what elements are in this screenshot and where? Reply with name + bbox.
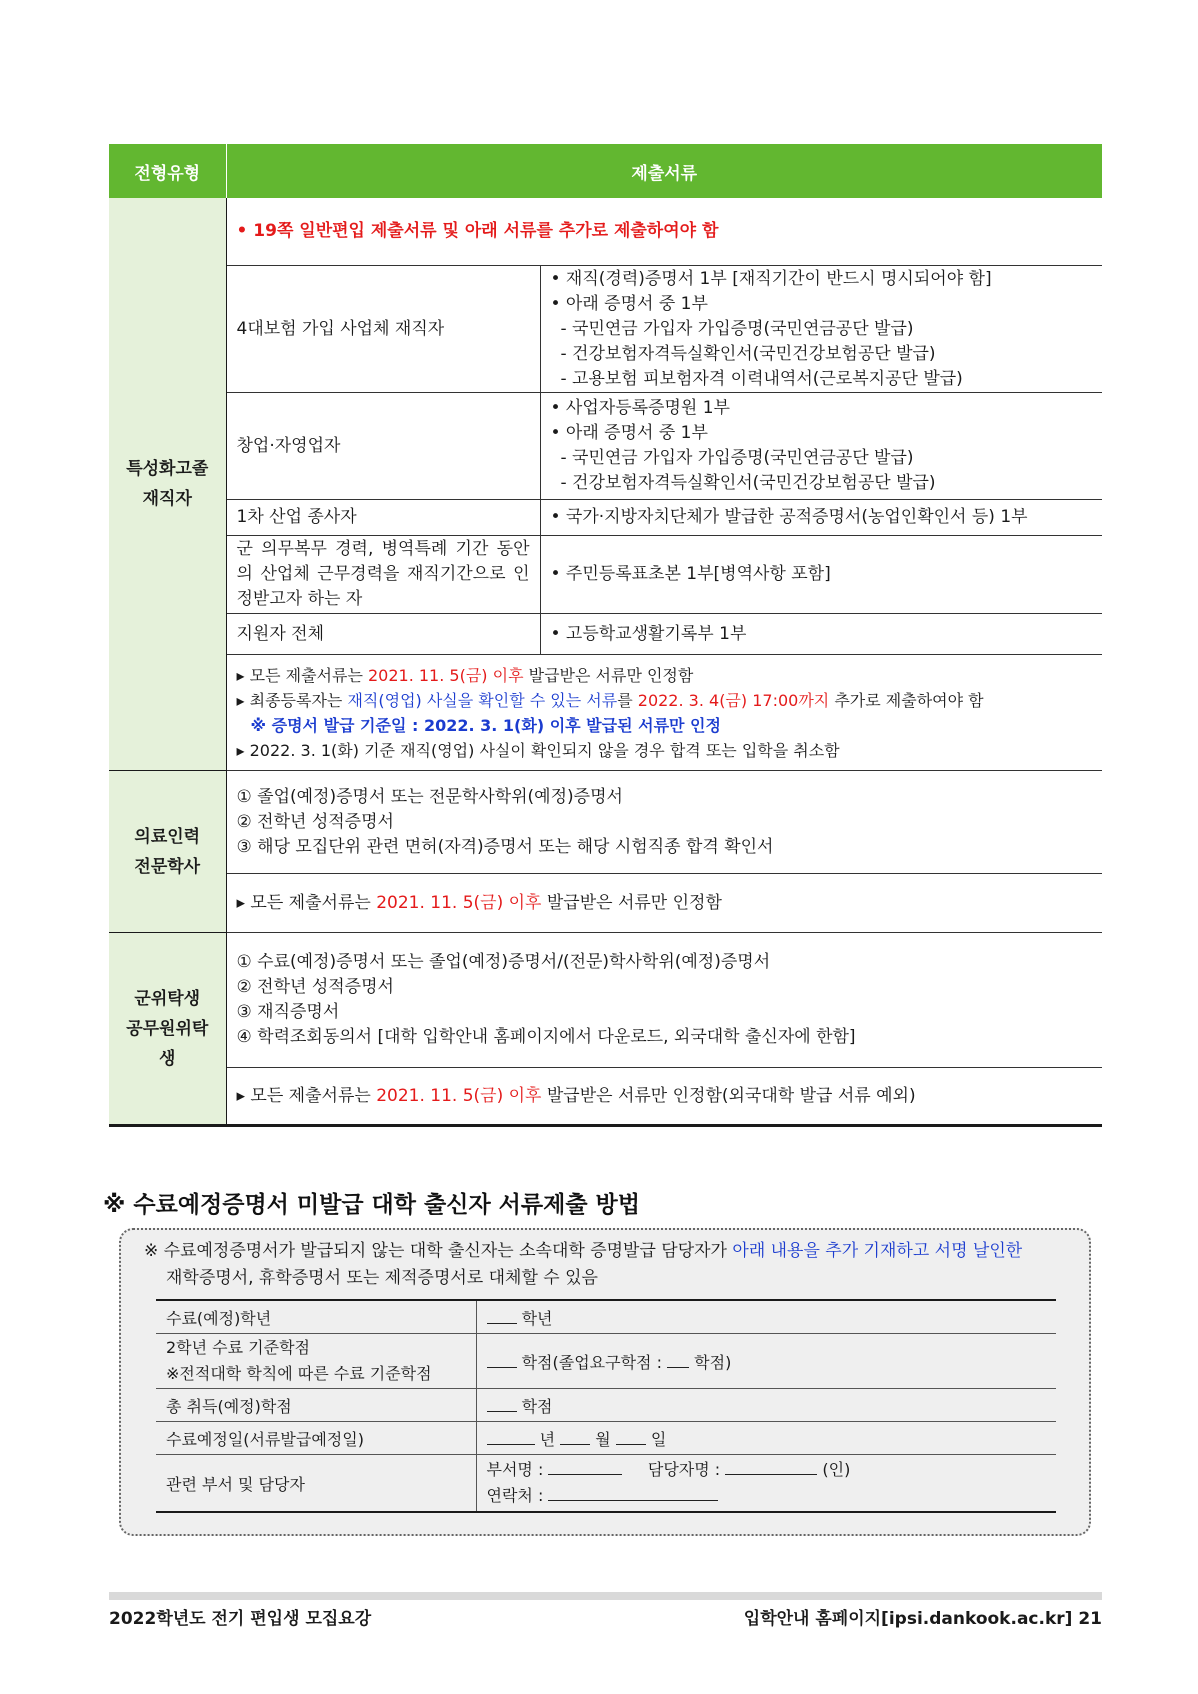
type-label: 재직자 <box>142 489 192 509</box>
form-label <box>156 1334 476 1389</box>
blank-line <box>725 1460 817 1475</box>
type-label: 의료인력 <box>134 826 201 847</box>
row-label: 군 의무복무 경력, 병역특례 기간 동안의 산업체 근무경력을 재직기간으로 인정받고자 하는 자 <box>226 536 540 614</box>
note-text: 발급받은 서류만 인정함(외국대학 발급 서류 예외) <box>541 1085 916 1106</box>
special-notes <box>226 655 1102 771</box>
row-label: 창업·자영업자 <box>226 393 540 500</box>
row-docs <box>540 614 1102 655</box>
doc-item: - 국민연금 가입자 가입증명(국민연금공단 발급) <box>560 448 914 468</box>
row-label: 지원자 전체 <box>226 614 540 655</box>
military-note <box>226 1068 1102 1126</box>
doc-item: • 재직(경력)증명서 1부 [재직기간이 반드시 명시되어야 함] <box>550 268 992 289</box>
row-docs <box>540 393 1102 500</box>
note-highlight: 아래 내용을 추가 기재하고 서명 날인한 <box>732 1241 1023 1261</box>
form-value <box>476 1455 1056 1513</box>
table-row <box>109 266 1102 393</box>
form-value <box>476 1334 1056 1389</box>
form-text: 부서명 : <box>486 1460 544 1479</box>
form-text: 2학년 수료 기준학점 <box>166 1338 310 1357</box>
doc-item: ① 수료(예정)증명서 또는 졸업(예정)증명서/(전문)학사학위(예정)증명서 <box>236 952 771 972</box>
table-header <box>109 144 1102 198</box>
doc-item: • 주민등록표초본 1부[병역사항 포함] <box>550 564 831 584</box>
form-label: 수료(예정)학년 <box>156 1300 476 1334</box>
footer-title: 2022학년도 전기 편입생 모집요강 <box>109 1609 372 1629</box>
form-text: 일 <box>650 1429 667 1449</box>
table-row <box>109 536 1102 614</box>
type-label: 공무원위탁생 <box>126 1018 209 1069</box>
blank-line <box>548 1486 718 1501</box>
form-row <box>156 1389 1056 1422</box>
blank-line <box>667 1353 689 1368</box>
table-row <box>109 655 1102 771</box>
doc-item: - 고용보험 피보험자격 이력내역서(근로복지공단 발급) <box>560 368 963 389</box>
table-row <box>109 614 1102 655</box>
blank-line <box>487 1309 517 1324</box>
section-title: ※ 수료예정증명서 미발급 대학 출신자 서류제출 방법 <box>103 1192 640 1218</box>
form-text: 연락처 : <box>486 1486 544 1505</box>
form-text: 학점 <box>521 1396 553 1416</box>
doc-item: - 건강보험자격득실확인서(국민건강보험공단 발급) <box>560 343 936 364</box>
blank-line <box>548 1460 622 1475</box>
form-text: 년 <box>539 1429 556 1449</box>
row-label: 1차 산업 종사자 <box>226 500 540 536</box>
type-label: 전문학사 <box>134 856 201 877</box>
table-row <box>109 771 1102 874</box>
special-intro: • 19쪽 일반편입 제출서류 및 아래 서류를 추가로 제출하여야 함 <box>226 198 1102 266</box>
document-requirements-table <box>109 144 1102 1127</box>
note-date: 2021. 11. 5(금) 이후 <box>376 892 542 913</box>
note-date: 2021. 11. 5(금) 이후 <box>376 1085 542 1106</box>
doc-item: ① 졸업(예정)증명서 또는 전문학사학위(예정)증명서 <box>236 786 623 807</box>
form-value <box>476 1389 1056 1422</box>
table-row <box>109 500 1102 536</box>
form-value <box>476 1300 1056 1334</box>
form-label: 관련 부서 및 담당자 <box>156 1455 476 1513</box>
form-row <box>156 1455 1056 1513</box>
type-special <box>109 198 226 771</box>
doc-item: - 건강보험자격득실확인서(국민건강보험공단 발급) <box>560 473 936 493</box>
blank-line <box>616 1430 646 1445</box>
instruction-note <box>144 1238 1074 1292</box>
blank-line <box>560 1430 590 1445</box>
doc-item: ② 전학년 성적증명서 <box>236 977 394 997</box>
note-text: ▸ 모든 제출서류는 <box>236 1085 377 1106</box>
doc-item: - 국민연금 가입자 가입증명(국민연금공단 발급) <box>560 318 914 339</box>
note-text: ▸ 최종등록자는 <box>236 690 348 710</box>
blank-line <box>487 1430 535 1445</box>
note-text: ▸ 2022. 3. 1(화) 기준 재직(영업) 사실이 확인되지 않을 경우 합격 또는 입학을 취소함 <box>236 740 840 760</box>
medical-note <box>226 874 1102 933</box>
table-row <box>109 874 1102 933</box>
doc-item: ④ 학력조회동의서 [대학 입학안내 홈페이지에서 다운로드, 외국대학 출신자에 한함] <box>236 1027 856 1047</box>
row-docs <box>540 536 1102 614</box>
type-medical <box>109 771 226 933</box>
form-text: 학점(졸업요구학점 : <box>521 1352 662 1372</box>
note-date: 2022. 3. 4(금) 17:00까지 <box>637 690 830 710</box>
table-row <box>109 933 1102 1068</box>
header-docs: 제출서류 <box>226 144 1102 198</box>
form-text: 학년 <box>521 1308 553 1328</box>
form-row <box>156 1300 1056 1334</box>
note-text: 를 <box>617 690 638 710</box>
military-docs <box>226 933 1102 1068</box>
row-label: 4대보험 가입 사업체 재직자 <box>226 266 540 393</box>
note-highlight: 재직(영업) 사실을 확인할 수 있는 서류 <box>347 690 618 710</box>
table-row <box>109 1068 1102 1126</box>
note-text: 추가로 제출하여야 함 <box>829 690 984 710</box>
type-military <box>109 933 226 1126</box>
form-text: (인) <box>822 1460 851 1479</box>
form-row <box>156 1334 1056 1389</box>
doc-item: ③ 재직증명서 <box>236 1002 340 1022</box>
doc-item: ② 전학년 성적증명서 <box>236 811 394 832</box>
form-label: 수료예정일(서류발급예정일) <box>156 1422 476 1455</box>
row-docs <box>540 266 1102 393</box>
note-reference-date: ※ 증명서 발급 기준일 : 2022. 3. 1(화) 이후 발급된 서류만 인정 <box>250 715 721 735</box>
note-text: 발급받은 서류만 인정함 <box>541 892 722 913</box>
doc-item: • 국가·지방자치단체가 발급한 공적증명서(농업인확인서 등) 1부 <box>550 507 1028 527</box>
completion-form-table <box>156 1299 1056 1513</box>
note-text: 재학증명서, 휴학증명서 또는 제적증명서로 대체할 수 있음 <box>166 1268 598 1288</box>
note-text: ※ 수료예정증명서가 발급되지 않는 대학 출신자는 소속대학 증명발급 담당자가 <box>144 1241 733 1261</box>
form-text: 학점) <box>694 1352 732 1372</box>
form-label: 총 취득(예정)학점 <box>156 1389 476 1422</box>
form-value <box>476 1422 1056 1455</box>
row-docs <box>540 500 1102 536</box>
form-text: 월 <box>595 1429 611 1449</box>
note-text: 발급받은 서류만 인정함 <box>523 665 694 685</box>
form-row <box>156 1422 1056 1455</box>
table-row <box>109 198 1102 266</box>
doc-item: ③ 해당 모집단위 관련 면허(자격)증명서 또는 해당 시험직종 합격 확인서 <box>236 836 774 857</box>
note-date: 2021. 11. 5(금) 이후 <box>367 665 524 685</box>
blank-line <box>487 1353 517 1368</box>
doc-item: • 고등학교생활기록부 1부 <box>550 623 747 644</box>
type-label: 특성화고졸 <box>126 459 209 479</box>
blank-line <box>487 1397 517 1412</box>
note-text: ▸ 모든 제출서류는 <box>236 665 368 685</box>
medical-docs <box>226 771 1102 874</box>
form-text: 담당자명 : <box>647 1460 721 1479</box>
type-label: 군위탁생 <box>134 988 201 1009</box>
footer-bar <box>109 1592 1102 1600</box>
doc-item: • 아래 증명서 중 1부 <box>550 293 708 314</box>
header-type: 전형유형 <box>109 144 226 198</box>
table-row <box>109 393 1102 500</box>
footer-page-info: 입학안내 홈페이지[ipsi.dankook.ac.kr] 21 <box>743 1609 1102 1629</box>
doc-item: • 사업자등록증명원 1부 <box>550 398 730 418</box>
doc-item: • 아래 증명서 중 1부 <box>550 423 708 443</box>
form-text: ※전적대학 학칙에 따른 수료 기준학점 <box>166 1364 432 1383</box>
note-text: ▸ 모든 제출서류는 <box>236 892 377 913</box>
